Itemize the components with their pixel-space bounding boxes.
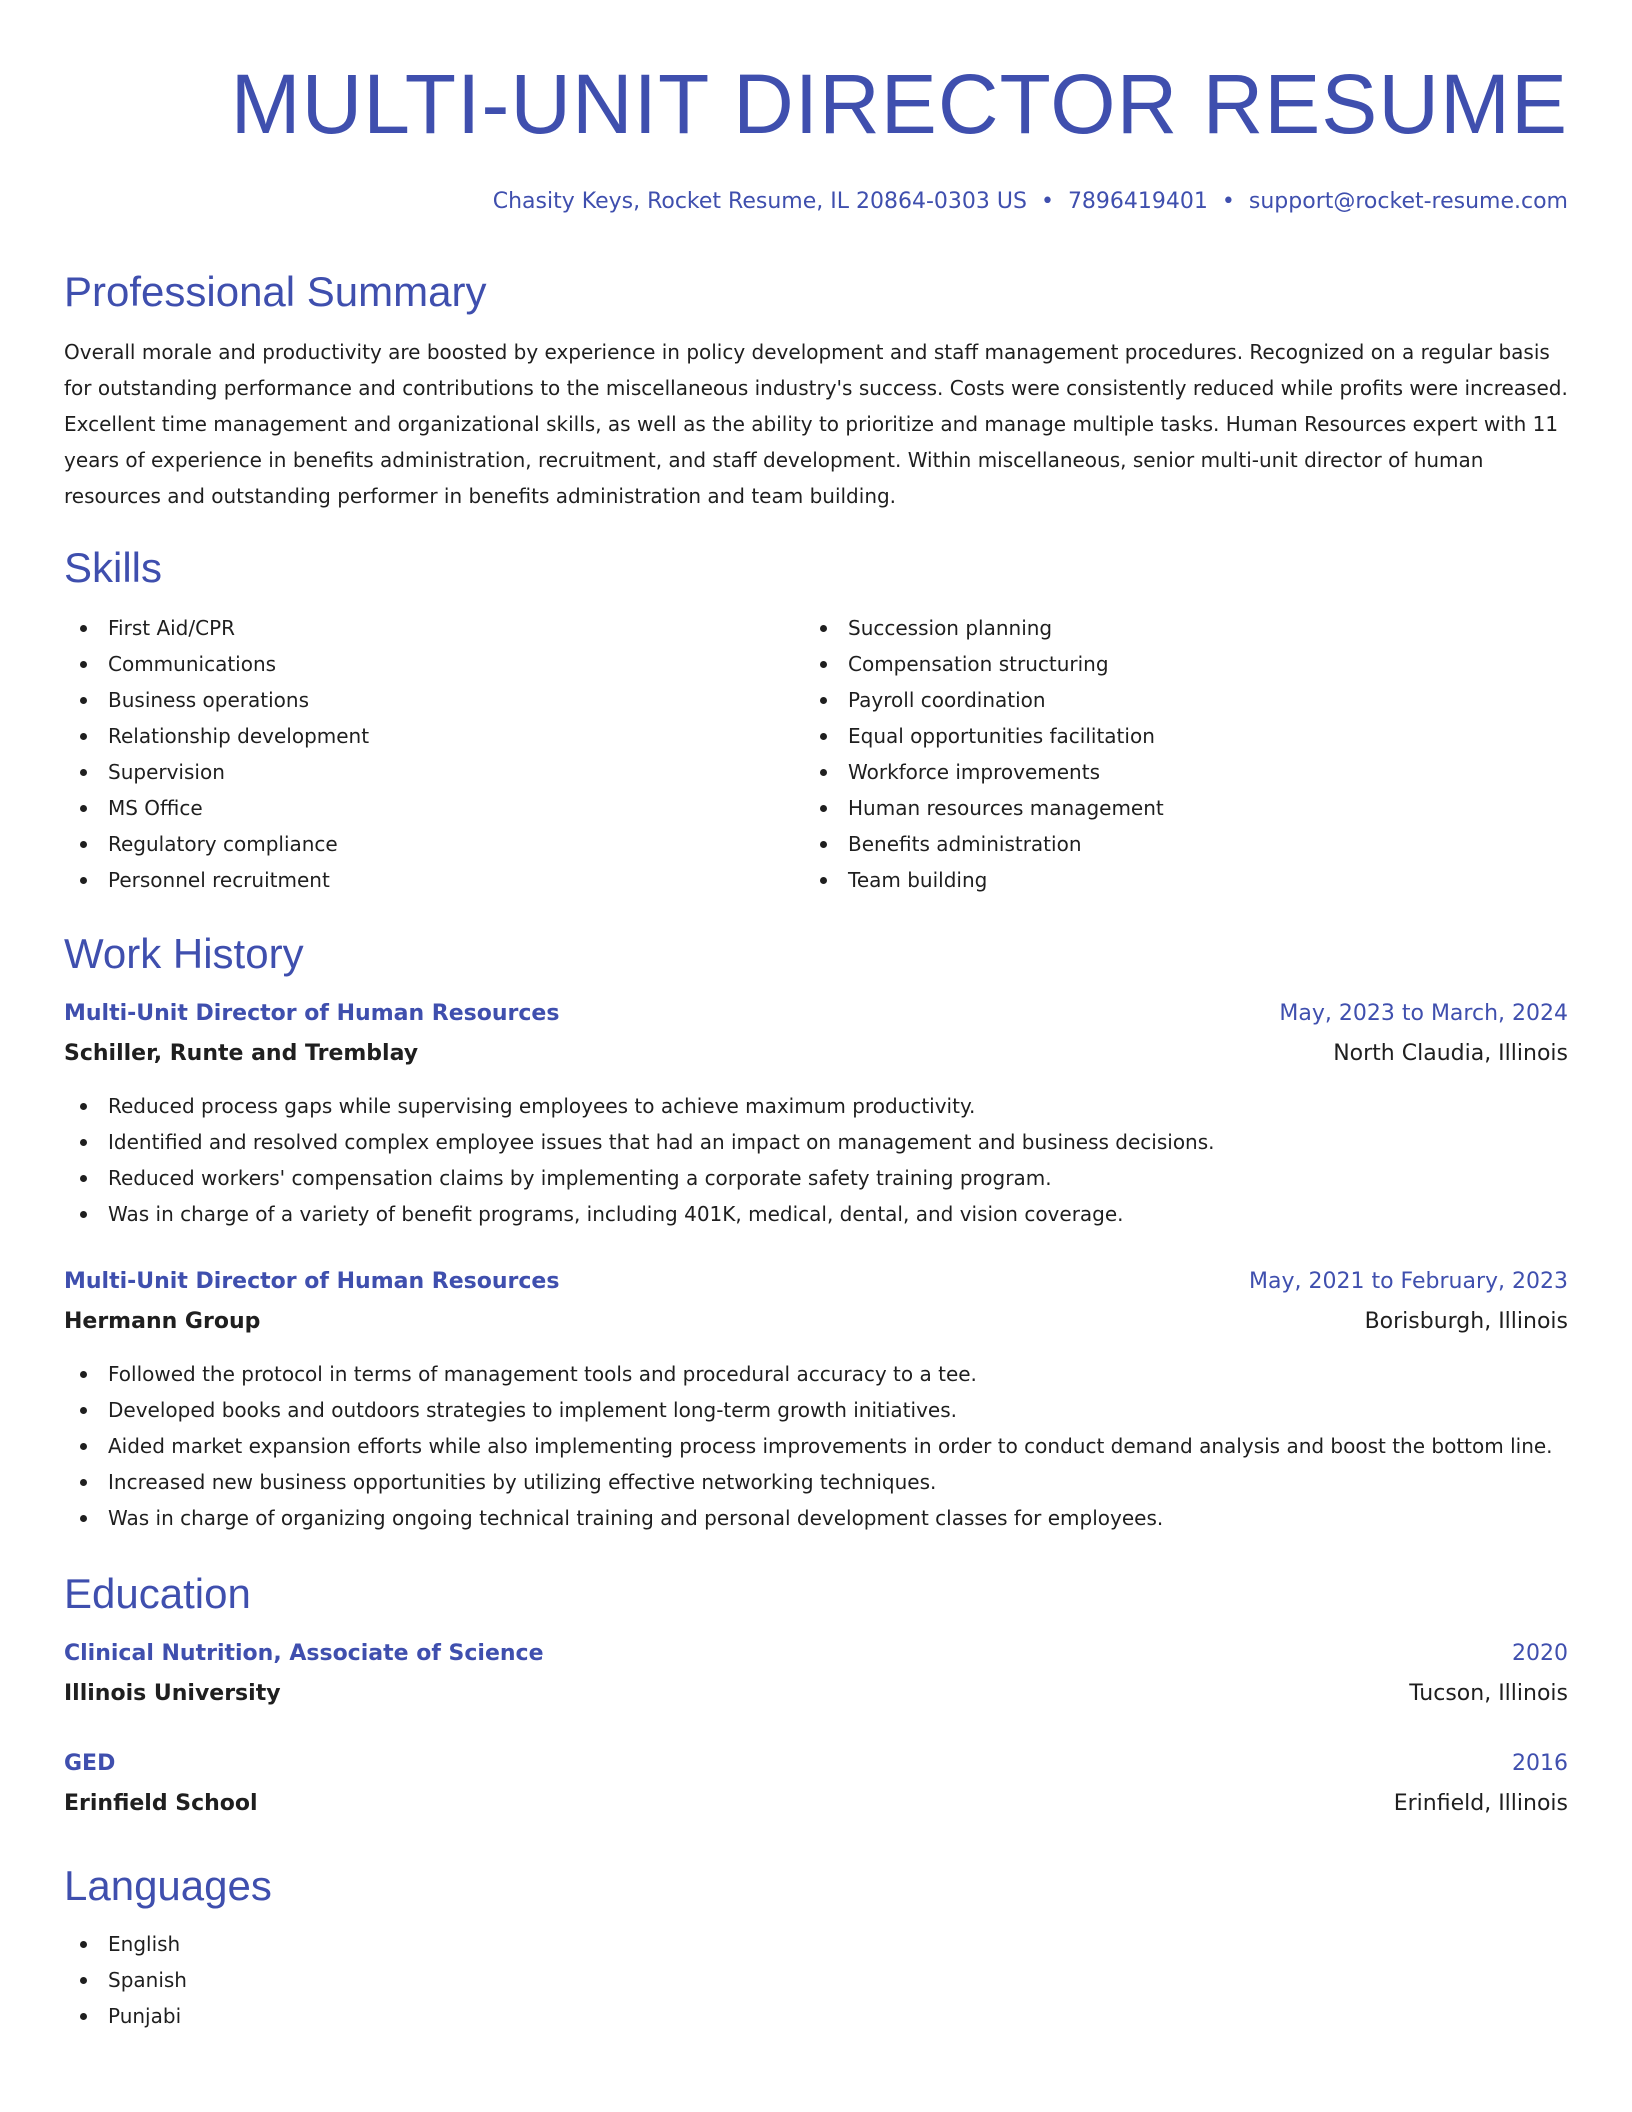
contact-address: Chasity Keys, Rocket Resume, IL 20864-0303 US (492, 189, 1027, 214)
education-school: Illinois University (64, 1681, 281, 1706)
skill-item: Regulatory compliance (64, 826, 804, 862)
skill-item: Succession planning (804, 610, 1544, 646)
skill-item: Team building (804, 862, 1544, 898)
professional-summary-section (64, 266, 1568, 514)
language-item: Spanish (64, 1962, 1568, 1998)
contact-email[interactable]: support@rocket-resume.com (1248, 189, 1568, 214)
job-bullet: Was in charge of organizing ongoing technical training and personal development classes for employees. (64, 1500, 1568, 1536)
job-bullet: Increased new business opportunities by utilizing effective networking techniques. (64, 1464, 1568, 1500)
education-location: Erinfield, Illinois (1393, 1791, 1568, 1816)
job-bullet: Followed the protocol in terms of management tools and procedural accuracy to a tee. (64, 1356, 1568, 1392)
education-location: Tucson, Illinois (1409, 1681, 1568, 1706)
job-bullet: Was in charge of a variety of benefit programs, including 401K, medical, dental, and vision coverage. (64, 1196, 1568, 1232)
job-entry (64, 1262, 1568, 1536)
section-heading-summary: Professional Summary (64, 268, 487, 315)
skill-item: Supervision (64, 754, 804, 790)
education-entry (64, 1744, 1568, 1824)
job-entry (64, 994, 1568, 1232)
job-company: Schiller, Runte and Tremblay (64, 1041, 419, 1066)
skill-item: Equal opportunities facilitation (804, 718, 1544, 754)
languages-section (64, 1860, 1568, 2034)
skill-item: Compensation structuring (804, 646, 1544, 682)
job-bullet: Developed books and outdoors strategies to implement long-term growth initiatives. (64, 1392, 1568, 1428)
education-degree: Clinical Nutrition, Associate of Science (64, 1641, 544, 1666)
job-dates: May, 2021 to February, 2023 (1249, 1269, 1568, 1294)
skills-list-right (804, 610, 1544, 898)
job-bullets (64, 1088, 1568, 1232)
education-section (64, 1568, 1568, 1824)
education-school-row (64, 1784, 1568, 1824)
job-company: Hermann Group (64, 1309, 261, 1334)
resume-header (64, 56, 1568, 216)
skill-item: Relationship development (64, 718, 804, 754)
section-heading-skills: Skills (64, 544, 163, 591)
contact-separator: • (1221, 189, 1235, 214)
skills-section (64, 542, 1568, 898)
education-degree-row (64, 1634, 1568, 1674)
skill-item: MS Office (64, 790, 804, 826)
resume-page (64, 0, 1568, 2034)
work-history-section (64, 928, 1568, 1536)
resume-title: MULTI-UNIT DIRECTOR RESUME (230, 57, 1568, 151)
skill-item: Communications (64, 646, 804, 682)
skill-item: Human resources management (804, 790, 1544, 826)
education-degree: GED (64, 1751, 116, 1776)
job-bullet: Identified and resolved complex employee issues that had an impact on management and business decisions. (64, 1124, 1568, 1160)
job-title-row (64, 1262, 1568, 1302)
job-bullet: Reduced workers' compensation claims by implementing a corporate safety training program. (64, 1160, 1568, 1196)
contact-phone: 7896419401 (1067, 189, 1208, 214)
section-heading-education: Education (64, 1570, 251, 1617)
job-location: North Claudia, Illinois (1333, 1041, 1568, 1066)
job-title: Multi-Unit Director of Human Resources (64, 1269, 560, 1294)
job-company-row (64, 1302, 1568, 1342)
job-bullets (64, 1356, 1568, 1536)
skill-item: Personnel recruitment (64, 862, 804, 898)
job-title: Multi-Unit Director of Human Resources (64, 1001, 560, 1026)
education-school-row (64, 1674, 1568, 1714)
skills-list-left (64, 610, 804, 898)
job-location: Borisburgh, Illinois (1364, 1309, 1568, 1334)
summary-text: Overall morale and productivity are boosted by experience in policy development and staff management procedures. Recognized on a regular basis for outstanding performance and contributions to the miscellaneous industry's success. Costs were consistently reduced while profits were increased. Excellent time management and organizational skills, as well as the ability to prioritize and manage multiple tasks. Human Resources expert with 11 years of experience in benefits administration, recruitment, and staff development. Within miscellaneous, senior multi-unit director of human resources and outstanding performer in benefits administration and team building. (64, 340, 1568, 508)
contact-line (64, 188, 1568, 216)
language-item: English (64, 1926, 1568, 1962)
language-item: Punjabi (64, 1998, 1568, 2034)
education-year: 2020 (1512, 1641, 1568, 1666)
skill-item: Business operations (64, 682, 804, 718)
job-title-row (64, 994, 1568, 1034)
section-heading-languages: Languages (64, 1862, 272, 1909)
education-school: Erinfield School (64, 1791, 258, 1816)
languages-list (64, 1926, 1568, 2034)
section-heading-work-history: Work History (64, 930, 304, 977)
education-year: 2016 (1512, 1751, 1568, 1776)
education-entry (64, 1634, 1568, 1714)
contact-separator: • (1040, 189, 1054, 214)
skill-item: First Aid/CPR (64, 610, 804, 646)
job-dates: May, 2023 to March, 2024 (1279, 1001, 1568, 1026)
skills-grid (64, 610, 1568, 898)
skill-item: Payroll coordination (804, 682, 1544, 718)
skill-item: Workforce improvements (804, 754, 1544, 790)
skill-item: Benefits administration (804, 826, 1544, 862)
job-bullet: Reduced process gaps while supervising employees to achieve maximum productivity. (64, 1088, 1568, 1124)
education-degree-row (64, 1744, 1568, 1784)
job-bullet: Aided market expansion efforts while also implementing process improvements in order to conduct demand analysis and boost the bottom line. (64, 1428, 1568, 1464)
job-company-row (64, 1034, 1568, 1074)
